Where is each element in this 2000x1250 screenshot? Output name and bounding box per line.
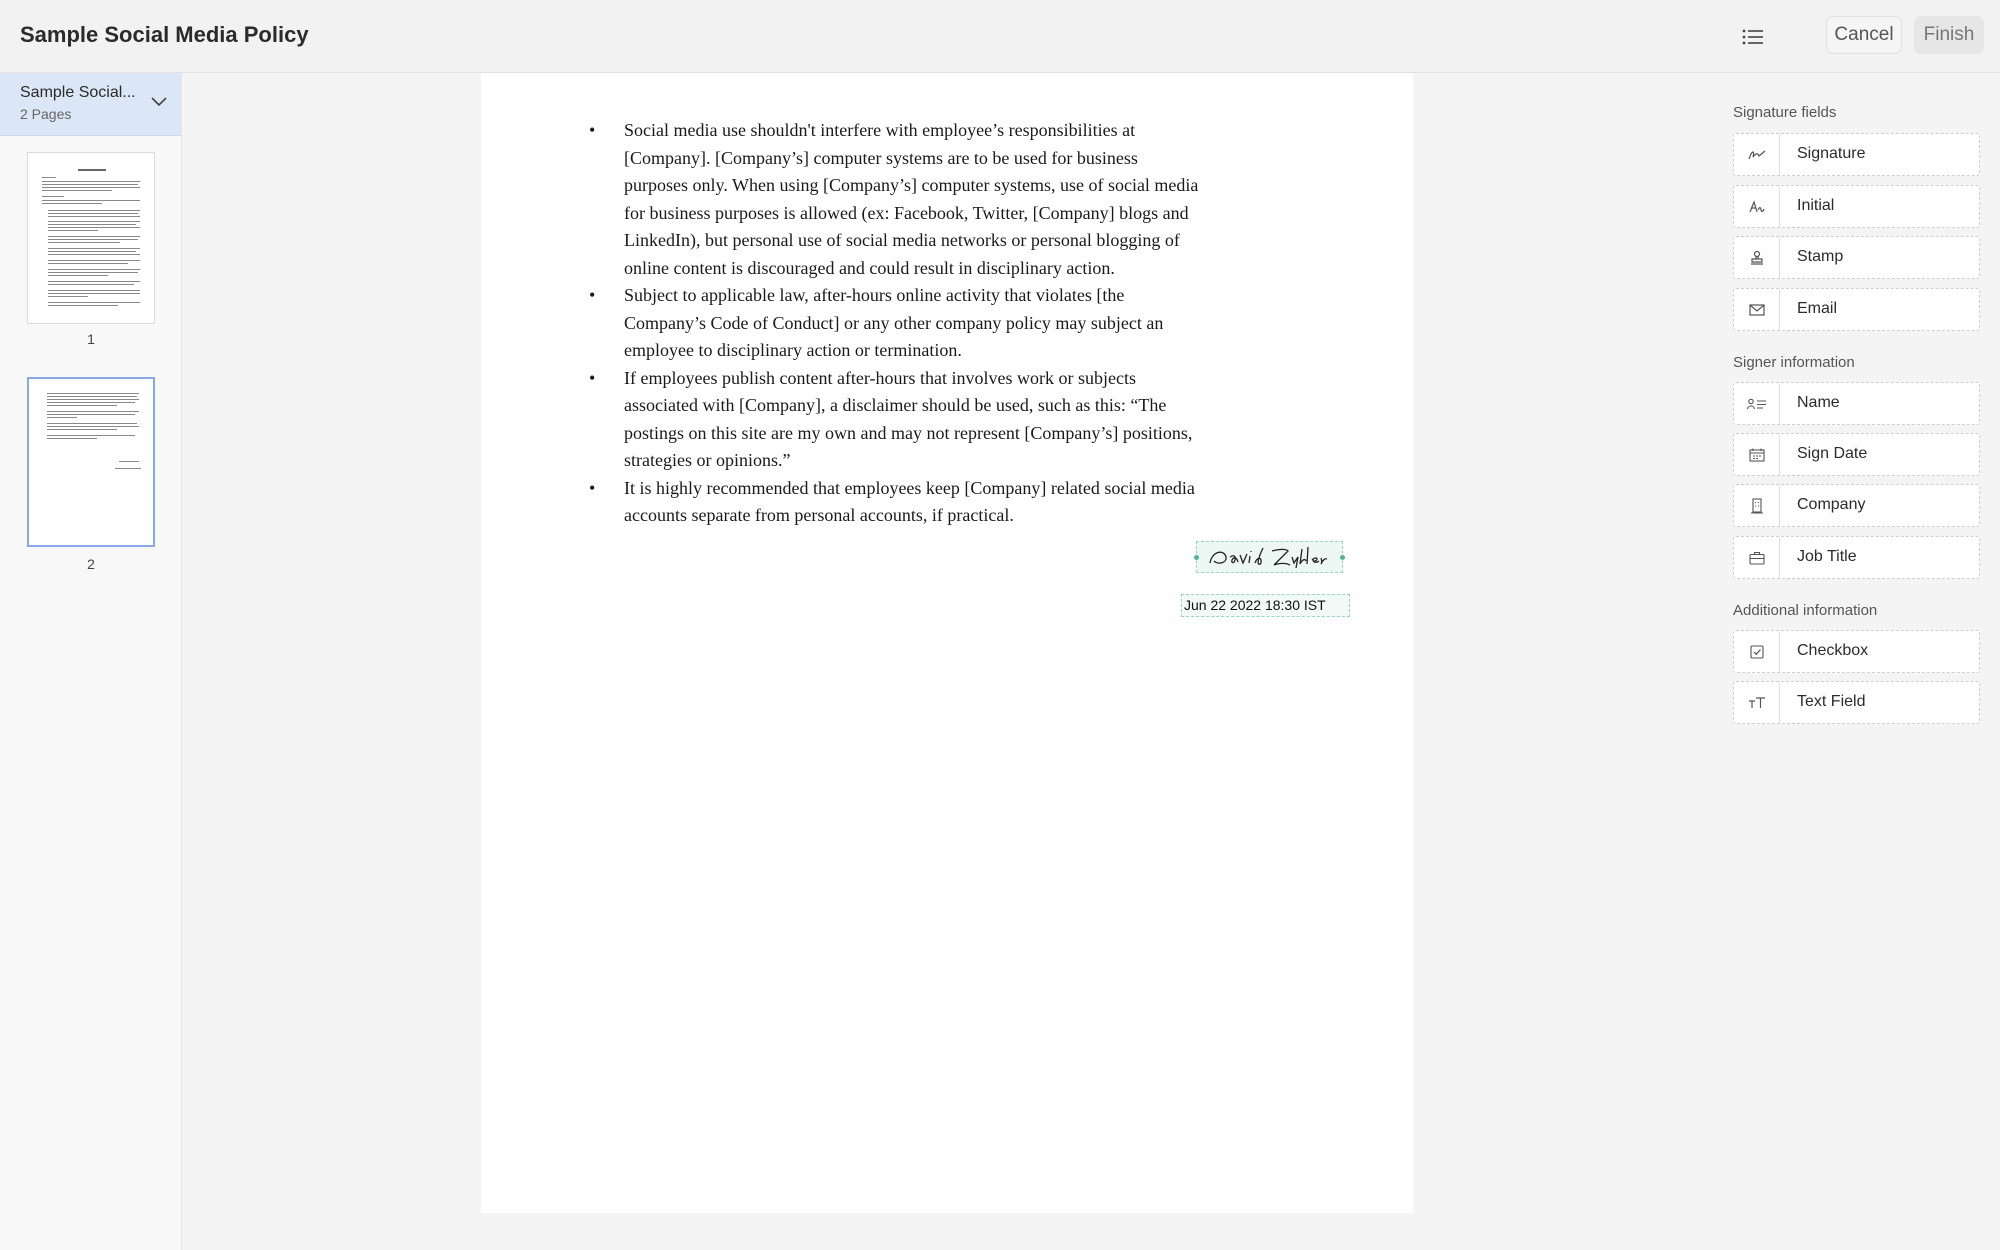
field-email[interactable]: [1733, 288, 1980, 331]
company-icon: [1734, 485, 1780, 526]
field-stamp[interactable]: [1733, 236, 1980, 279]
calendar-icon: [1734, 434, 1780, 475]
placed-signature-field[interactable]: [1196, 541, 1343, 573]
policy-bullet: • If employees publish content after-hours that involves work or subjects associated with [Company], a disclaimer should be used, such as this: “The postings on this site are my own and may not represent [Company’s] positions, strategies or opinions.”: [624, 365, 1204, 475]
field-checkbox[interactable]: [1733, 630, 1980, 673]
placed-sign-date-field[interactable]: Jun 22 2022 18:30 IST: [1181, 594, 1350, 617]
field-label: Signature: [1797, 145, 1866, 162]
document-page-count: 2 Pages: [20, 106, 72, 122]
cancel-button[interactable]: Cancel: [1826, 16, 1902, 54]
field-sign-date[interactable]: [1733, 433, 1980, 476]
policy-bullet: • Social media use shouldn't interfere with employee’s responsibilities at [Company]. [Company’s] computer systems are to be used for business purposes only. When using [Company’s] computer systems, use of social media for business purposes is allowed (ex: Facebook, Twitter, [Company] blogs and LinkedIn), but personal use of social media networks or personal blogging of online content is discouraged and could result in disciplinary action.: [624, 117, 1204, 282]
policy-bullet-list: [624, 117, 1204, 530]
page-thumbnail-2[interactable]: [27, 377, 155, 547]
text-field-icon: [1734, 682, 1780, 723]
list-view-button[interactable]: [1736, 20, 1770, 54]
field-label: Name: [1797, 394, 1840, 411]
field-label: Stamp: [1797, 248, 1844, 265]
page-number-label: 2: [87, 556, 95, 572]
document-selector-name: Sample Social...: [20, 84, 136, 101]
list-icon: [1742, 28, 1764, 46]
checkbox-icon: [1734, 631, 1780, 672]
section-title-signature-fields: Signature fields: [1733, 104, 1837, 121]
field-label: Job Title: [1797, 548, 1857, 565]
signature-icon: [1734, 134, 1780, 175]
field-label: Sign Date: [1797, 445, 1868, 462]
field-label: Text Field: [1797, 693, 1866, 710]
resize-handle-right[interactable]: [1340, 555, 1345, 560]
page-thumbnail-1[interactable]: [27, 152, 155, 324]
field-label: Checkbox: [1797, 642, 1869, 659]
signature-image: [1202, 543, 1337, 571]
stamp-icon: [1734, 237, 1780, 278]
field-name[interactable]: [1733, 382, 1980, 425]
name-icon: [1734, 383, 1780, 424]
briefcase-icon: [1734, 537, 1780, 578]
fields-panel: [1733, 73, 2000, 1250]
document-page: [481, 73, 1413, 1213]
policy-bullet: • Subject to applicable law, after-hours online activity that violates [the Company’s Code of Conduct] or any other company policy may subject an employee to disciplinary action or termination.: [624, 282, 1204, 365]
chevron-down-icon: [150, 95, 168, 107]
top-bar: [0, 0, 2000, 73]
field-job-title[interactable]: [1733, 536, 1980, 579]
field-label: Company: [1797, 496, 1866, 513]
document-title: Sample Social Media Policy: [20, 22, 309, 47]
field-initial[interactable]: [1733, 185, 1980, 228]
page-number-label: 1: [87, 331, 95, 347]
policy-bullet: • It is highly recommended that employees keep [Company] related social media accounts separate from personal accounts, if practical.: [624, 475, 1204, 530]
field-label: Initial: [1797, 197, 1835, 214]
document-selector[interactable]: [0, 73, 182, 136]
field-label: Email: [1797, 300, 1838, 317]
email-icon: [1734, 289, 1780, 330]
resize-handle-left[interactable]: [1194, 555, 1199, 560]
field-signature[interactable]: [1733, 133, 1980, 176]
section-title-signer-information: Signer information: [1733, 354, 1855, 371]
page-thumbnails-sidebar: [0, 73, 182, 1250]
initial-icon: [1734, 186, 1780, 227]
finish-button[interactable]: Finish: [1914, 16, 1984, 54]
section-title-additional-information: Additional information: [1733, 602, 1878, 619]
field-text-field[interactable]: [1733, 681, 1980, 724]
field-company[interactable]: [1733, 484, 1980, 527]
